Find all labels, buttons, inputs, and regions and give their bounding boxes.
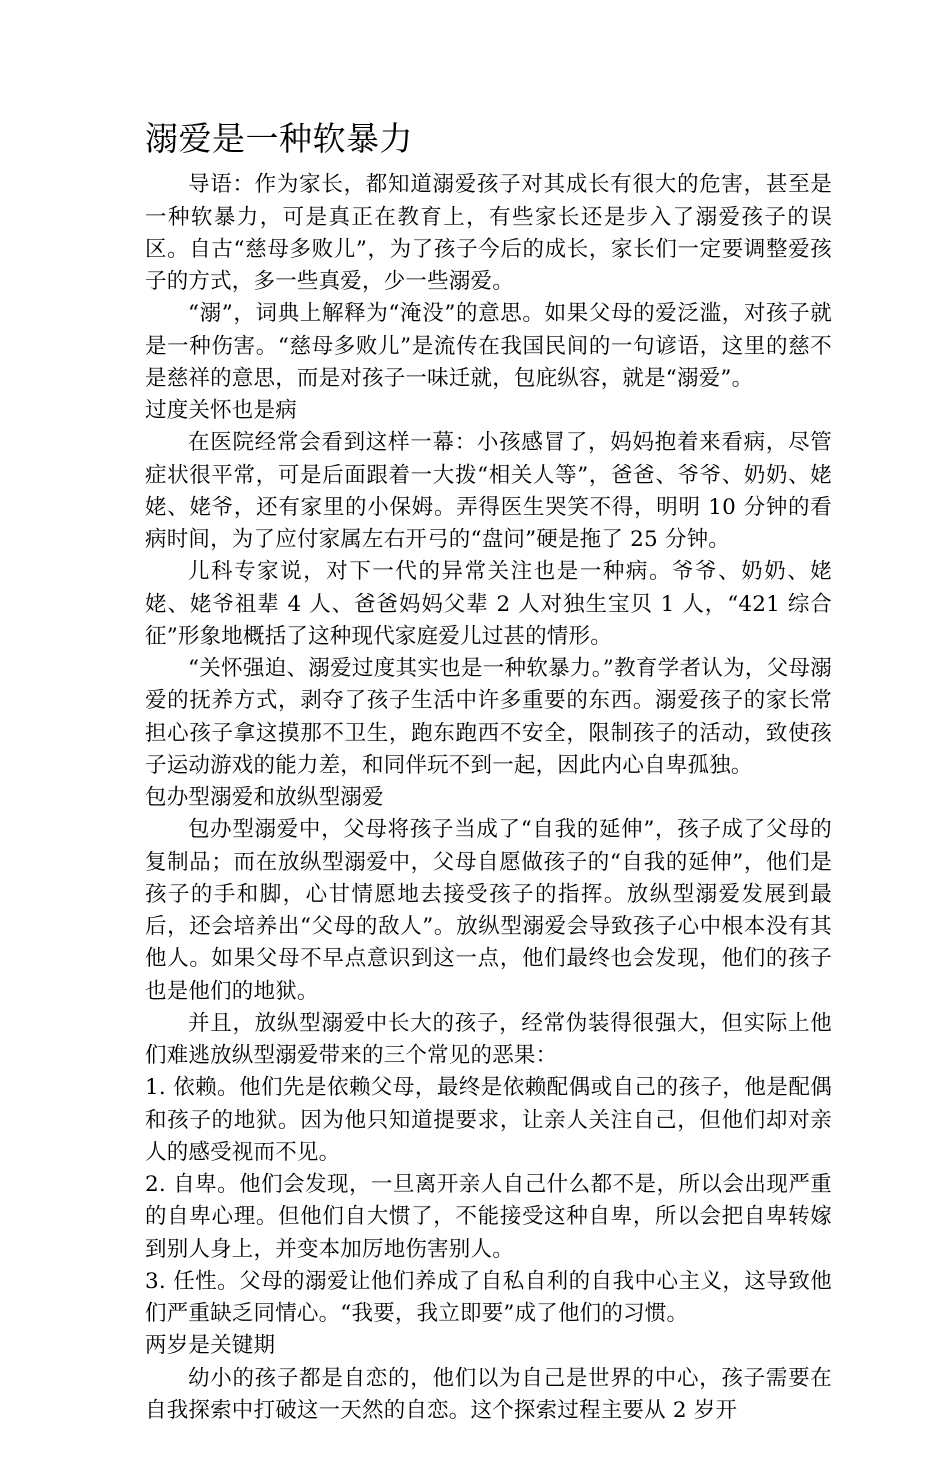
list-item-dependence: 1. 依赖。他们先是依赖父母，最终是依赖配偶或自己的孩子，他是配偶和孩子的地狱。因为他只知道提要求，让亲人关注自己，但他们却对亲人的感受视而不见。 xyxy=(145,1075,832,1165)
paragraph-hospital: 在医院经常会看到这样一幕：小孩感冒了，妈妈抱着来看病，尽管症状很平常，可是后面跟着一大拨“相关人等”，爸爸、爷爷、奶奶、姥姥、姥爷，还有家里的小保姆。弄得医生哭笑不得，明明 10 分钟的看病时间，为了应付家属左右开弓的“盘问”硬是拖了 25 分钟。 xyxy=(145,430,832,552)
paragraph-three-results: 并且，放纵型溺爱中长大的孩子，经常伪装得很强大，但实际上他们难逃放纵型溺爱带来的三个常见的恶果： xyxy=(145,1010,832,1068)
paragraph-soft-violence: “关怀强迫、溺爱过度其实也是一种软暴力。”教育学者认为，父母溺爱的抚养方式，剥夺了孩子生活中许多重要的东西。溺爱孩子的家长常担心孩子拿这摸那不卫生，跑东跑西不安全，限制孩子的活动，致使孩子运动游戏的能力差，和同伴玩不到一起，因此内心自卑孤独。 xyxy=(145,656,832,778)
paragraph-lead: 导语：作为家长，都知道溺爱孩子对其成长有很大的危害，甚至是一种软暴力，可是真正在教育上，有些家长还是步入了溺爱孩子的误区。自古“慈母多败儿”，为了孩子今后的成长，家长们一定要调整爱孩子的方式，多一些真爱，少一些溺爱。 xyxy=(145,172,832,294)
list-item-inferiority: 2. 自卑。他们会发现，一旦离开亲人自己什么都不是，所以会出现严重的自卑心理。但他们自大惯了，不能接受这种自卑，所以会把自卑转嫁到别人身上，并变本加厉地伤害别人。 xyxy=(145,1172,832,1262)
section-heading-two-years: 两岁是关键期 xyxy=(145,1333,276,1359)
page-title: 溺爱是一种软暴力 xyxy=(145,119,413,158)
section-heading-overcare: 过度关怀也是病 xyxy=(145,398,297,423)
paragraph-definition: “溺”，词典上解释为“淹没”的意思。如果父母的爱泛滥，对孩子就是一种伤害。“慈母多败儿”是流传在我国民间的一句谚语，这里的慈不是慈祥的意思，而是对孩子一味迁就，包庇纵容，就是“溺爱”。 xyxy=(145,301,832,391)
section-heading-types: 包办型溺爱和放纵型溺爱 xyxy=(145,785,384,810)
paragraph-expert: 儿科专家说，对下一代的异常关注也是一种病。爷爷、奶奶、姥姥、姥爷祖辈 4 人、爸爸妈妈父辈 2 人对独生宝贝 1 人，“421 综合征”形象地概括了这种现代家庭爱儿过甚的情形。 xyxy=(145,559,832,649)
paragraph-two-years-body: 幼小的孩子都是自恋的，他们以为自己是世界的中心，孩子需要在自我探索中打破这一天然的自恋。这个探索过程主要从 2 岁开 xyxy=(145,1365,832,1423)
document-body xyxy=(145,169,832,1427)
paragraph-types-body: 包办型溺爱中，父母将孩子当成了“自我的延伸”，孩子成了父母的复制品；而在放纵型溺爱中，父母自愿做孩子的“自我的延伸”，他们是孩子的手和脚，心甘情愿地去接受孩子的指挥。放纵型溺爱发展到最后，还会培养出“父母的敌人”。放纵型溺爱会导致孩子心中根本没有其他人。如果父母不早点意识到这一点，他们最终也会发现，他们的孩子也是他们的地狱。 xyxy=(145,817,832,1004)
list-item-willfulness: 3. 任性。父母的溺爱让他们养成了自私自利的自我中心主义，这导致他们严重缺乏同情心。“我要，我立即要”成了他们的习惯。 xyxy=(145,1268,832,1326)
